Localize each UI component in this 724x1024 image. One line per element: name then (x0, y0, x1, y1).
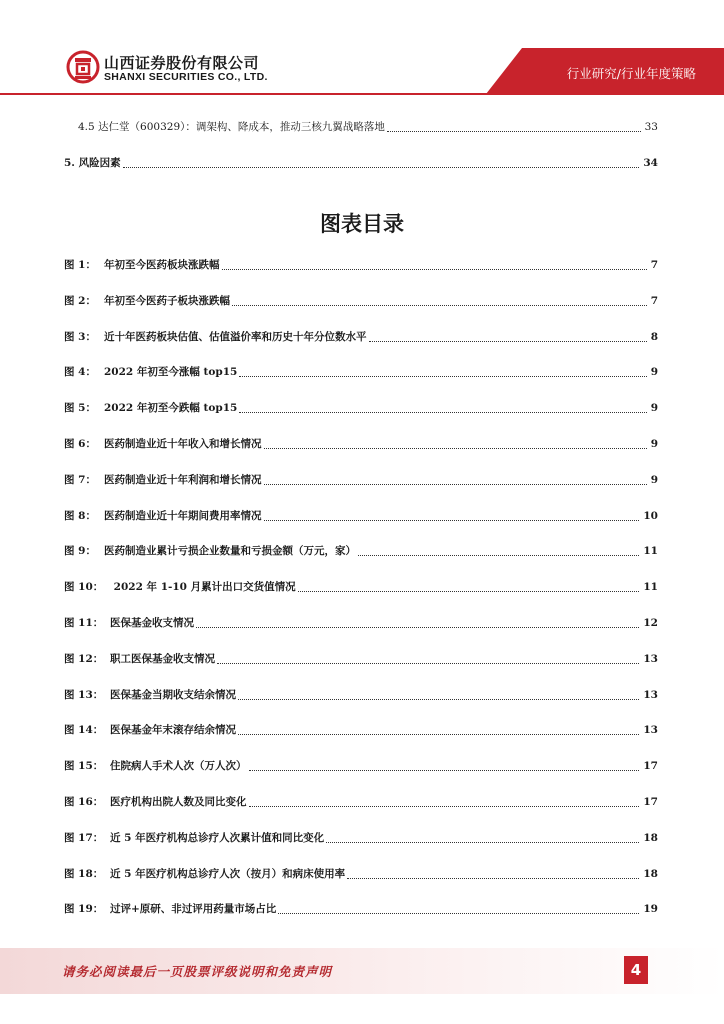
leader-dots (123, 166, 640, 168)
figure-entry[interactable] (64, 399, 658, 417)
leader-dots (387, 130, 641, 132)
toc-entry-page: 34 (643, 157, 658, 169)
figure-page: 18 (643, 868, 658, 880)
figure-page: 11 (643, 545, 658, 557)
figure-number: 图 7： (64, 474, 96, 486)
figure-number: 图 14： (64, 724, 104, 736)
figure-page: 13 (643, 653, 658, 665)
leader-dots (298, 590, 640, 592)
figure-title: 医药制造业近十年收入和增长情况 (104, 438, 262, 450)
figure-number: 图 12： (64, 653, 104, 665)
leader-dots (222, 268, 647, 270)
figure-entry[interactable] (64, 721, 658, 739)
figure-entry[interactable] (64, 471, 658, 489)
leader-dots (196, 626, 639, 628)
figure-title: 医药制造业近十年期间费用率情况 (104, 510, 262, 522)
figure-entry[interactable] (64, 865, 658, 883)
figure-entry[interactable] (64, 614, 658, 632)
figure-page: 18 (643, 832, 658, 844)
figure-page: 8 (650, 331, 658, 343)
figure-title: 职工医保基金收支情况 (110, 653, 215, 665)
figure-number: 图 9： (64, 545, 96, 557)
figure-title: 近十年医药板块估值、估值溢价率和历史十年分位数水平 (104, 331, 367, 343)
figure-number: 图 19： (64, 903, 104, 915)
leader-dots (358, 554, 639, 556)
toc-entry-label: 5. 风险因素 (64, 157, 121, 169)
company-name-en: SHANXI SECURITIES CO., LTD. (104, 71, 268, 83)
figure-entry[interactable] (64, 757, 658, 775)
figure-number: 图 17： (64, 832, 104, 844)
figure-number: 图 11： (64, 617, 104, 629)
page-header (0, 0, 724, 96)
figure-page: 17 (643, 760, 658, 772)
figure-entry[interactable] (64, 793, 658, 811)
disclaimer-notice: 请务必阅读最后一页股票评级说明和免责声明 (62, 964, 333, 979)
figure-number: 图 3： (64, 331, 96, 343)
figure-number: 图 18： (64, 868, 104, 880)
figure-number: 图 4： (64, 366, 96, 378)
figure-title: 过评+原研、非过评用药量市场占比 (110, 903, 277, 915)
figure-title: 医保基金收支情况 (110, 617, 194, 629)
figure-title: 医保基金年末滚存结余情况 (110, 724, 236, 736)
figure-number: 图 5： (64, 402, 96, 414)
figure-title: 医保基金当期收支结余情况 (110, 689, 236, 701)
figure-page: 12 (643, 617, 658, 629)
figure-page: 17 (643, 796, 658, 808)
leader-dots (238, 733, 639, 735)
figure-number: 图 2： (64, 295, 96, 307)
figure-page: 9 (650, 474, 658, 486)
figure-number: 图 15： (64, 760, 104, 772)
figure-title: 住院病人手术人次（万人次） (110, 760, 247, 772)
figure-entry[interactable] (64, 507, 658, 525)
figure-title: 医药制造业近十年利润和增长情况 (104, 474, 262, 486)
leader-dots (264, 447, 647, 449)
figure-title: 年初至今医药子板块涨跌幅 (104, 295, 230, 307)
leader-dots (232, 304, 647, 306)
figure-entry[interactable] (64, 292, 658, 310)
report-type: 行业研究/行业年度策略 (566, 66, 696, 81)
figure-page: 9 (650, 402, 658, 414)
figure-title: 近 5 年医疗机构总诊疗人次累计值和同比变化 (110, 832, 325, 844)
toc-entry[interactable] (78, 118, 658, 136)
shanxi-securities-logo-icon (66, 50, 100, 84)
figure-entry[interactable] (64, 256, 658, 274)
figure-entry[interactable] (64, 829, 658, 847)
figure-page: 7 (650, 295, 658, 307)
figure-number: 图 10： (64, 581, 104, 593)
figure-page: 11 (643, 581, 658, 593)
figure-entry[interactable] (64, 328, 658, 346)
toc-entry-page: 33 (644, 121, 658, 133)
list-of-figures-title: 图表目录 (320, 212, 404, 236)
leader-dots (239, 411, 646, 413)
leader-dots (238, 698, 639, 700)
figure-entry[interactable] (64, 363, 658, 381)
figure-page: 9 (650, 438, 658, 450)
company-name-cn: 山西证券股份有限公司 (104, 54, 260, 72)
leader-dots (249, 769, 640, 771)
figure-number: 图 16： (64, 796, 104, 808)
figure-number: 图 1： (64, 259, 96, 271)
figure-number: 图 6： (64, 438, 96, 450)
figure-entry[interactable] (64, 650, 658, 668)
leader-dots (239, 375, 646, 377)
figure-page: 9 (650, 366, 658, 378)
figure-entry[interactable] (64, 542, 658, 560)
leader-dots (264, 519, 640, 521)
figure-title: 2022 年 1-10 月累计出口交货值情况 (110, 581, 296, 593)
figure-title: 2022 年初至今涨幅 top15 (104, 366, 238, 378)
toc-entry-label: 4.5 达仁堂（600329）：调架构、降成本，推动三核九翼战略落地 (78, 121, 385, 133)
leader-dots (369, 340, 647, 342)
figure-number: 图 8： (64, 510, 96, 522)
figure-page: 13 (643, 724, 658, 736)
leader-dots (326, 841, 639, 843)
toc-entry[interactable] (64, 154, 658, 172)
figure-title: 医疗机构出院人数及同比变化 (110, 796, 247, 808)
leader-dots (264, 483, 647, 485)
figure-title: 近 5 年医疗机构总诊疗人次（按月）和病床使用率 (110, 868, 346, 880)
leader-dots (217, 662, 639, 664)
figure-title: 2022 年初至今跌幅 top15 (104, 402, 238, 414)
figure-page: 13 (643, 689, 658, 701)
figure-page: 19 (643, 903, 658, 915)
figure-title: 医药制造业累计亏损企业数量和亏损金额（万元，家） (104, 545, 356, 557)
figure-entry[interactable] (64, 686, 658, 704)
page-number: 4 (624, 956, 648, 984)
leader-dots (278, 912, 639, 914)
figure-entry[interactable] (64, 900, 658, 918)
figure-entry[interactable] (64, 578, 658, 596)
figure-page: 10 (643, 510, 658, 522)
leader-dots (347, 877, 639, 879)
figure-entry[interactable] (64, 435, 658, 453)
figure-number: 图 13： (64, 689, 104, 701)
figure-page: 7 (650, 259, 658, 271)
figure-title: 年初至今医药板块涨跌幅 (104, 259, 220, 271)
leader-dots (249, 805, 640, 807)
